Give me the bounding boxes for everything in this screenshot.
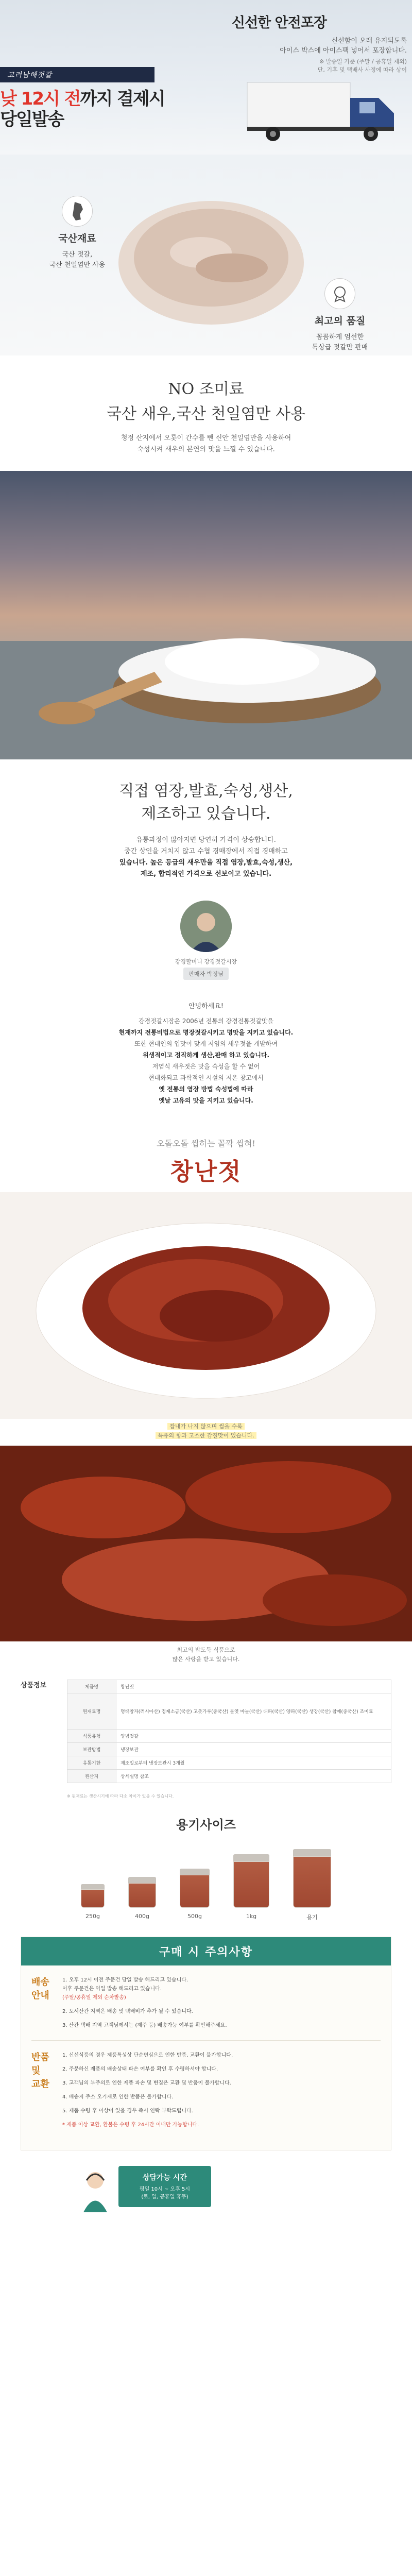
ingredient-korean	[31, 196, 124, 270]
precautions-section	[21, 1937, 391, 2150]
hero-headline-line2: 당일발송	[0, 109, 64, 130]
hero-note-line2: 단, 기후 및 택배사 사정에 따라 상이	[317, 66, 407, 73]
seller-label: 강경할머니 강경젓갈시장	[175, 958, 237, 965]
hero-note	[288, 58, 407, 74]
hero-section	[0, 0, 412, 155]
ingredients-section	[0, 155, 412, 355]
product-title-section	[0, 1122, 412, 1192]
shrimp-photo	[113, 175, 309, 330]
brand-banner: 고려남해젓갈	[0, 67, 154, 82]
product-info-section	[0, 1674, 412, 1793]
jar-container	[293, 1849, 331, 1908]
container-sizes-title: 용기사이즈	[176, 1818, 236, 1832]
table-row: 원산지 상세설명 참조	[67, 1770, 391, 1783]
return-key: 반품 및 교환	[31, 2052, 49, 2090]
medal-icon	[324, 278, 355, 309]
jar-label: 500g	[187, 1913, 202, 1920]
product-info-note: ※ 원재료는 생산시기에 따라 다소 차이가 있을 수 있습니다.	[67, 1794, 174, 1799]
consultation-hours-button[interactable]	[118, 2166, 211, 2207]
direct-production-section	[0, 759, 412, 885]
hero-sub-line2: 아이스 박스에 아이스팩 넣어서 포장합니다.	[280, 47, 407, 55]
no-msg-desc: 청정 산지에서 오롯이 간수를 뺀 신안 천일염만을 사용하여 숙성시켜 새우의 본연의 맛을 느낄 수 있습니다.	[121, 434, 291, 453]
hero-sub-line1: 신선함이 오래 유지되도록	[331, 37, 407, 45]
product-info-table	[67, 1680, 391, 1783]
ingredient-a-desc: 국산 젓갈, 국산 천일염만 사용	[49, 251, 106, 269]
product-subtitle: 오돌오돌 씹히는 꼴깍 씹혀!	[157, 1139, 255, 1148]
ingredient-a-title: 국산재료	[58, 233, 96, 244]
hero-note-line1: ※ 발송일 기준 (주말 / 공휴일 제외)	[319, 58, 407, 65]
hero-title: 신선한 안전포장	[232, 15, 327, 31]
footer-section	[0, 2150, 412, 2223]
ingredient-quality	[288, 278, 391, 353]
table-row: 제품명 창난젓	[67, 1680, 391, 1693]
hero-sub	[258, 36, 407, 56]
table-row: 식품유형 양념젓갈	[67, 1730, 391, 1743]
seller-card	[170, 901, 242, 980]
seller-avatar	[180, 901, 232, 952]
consultation-hours: 평일 10시 ~ 오후 5시 (토, 일, 공휴일 휴무)	[139, 2187, 191, 2200]
precautions-title: 구매 시 주의사항	[21, 1937, 391, 1965]
container-sizes-section	[0, 1809, 412, 1937]
no-msg-title: NO 조미료	[168, 380, 244, 398]
seller-greeting-section	[0, 885, 412, 1122]
greeting-hello: 안녕하세요!	[188, 1003, 224, 1010]
table-row: 원재료명 명태창자(러시아산) 정제소금(국산) 고춧가루(중국산) 물엿 마늘(국산) 대파(국산) 양파(국산) 생강(국산) 참깨(중국산) 조미료	[67, 1693, 391, 1730]
jar-500g	[180, 1869, 210, 1908]
changran-closeup-illustration	[0, 1446, 412, 1641]
hero-headline-rest: 까지 결제시	[80, 89, 165, 109]
product-caption-2: 최고의 밥도둑 식품으로 많은 사랑을 받고 있습니다.	[172, 1647, 240, 1663]
salt-bowl-illustration	[0, 471, 412, 759]
ingredient-b-desc: 꼼꼼하게 엄선한 특상급 젓갈만 판매	[312, 333, 368, 351]
direct-desc: 유통과정이 많아지면 당연히 가격이 상승합니다. 중간 상인을 거치지 않고 수협 경매장에서 직접 경매하고 있습니다. 높은 등급의 새우만을 직접 염장,발효,숙성,생산, 제조, 합리적인 가격으로 선보이고 있습니다.	[119, 836, 293, 878]
product-info-label: 상품정보	[21, 1682, 47, 1689]
no-msg-section	[0, 355, 412, 461]
korea-map-icon	[62, 196, 93, 227]
changran-plate-illustration	[0, 1192, 412, 1419]
jar-400g	[128, 1877, 156, 1908]
jar-label: 400g	[135, 1913, 149, 1920]
product-photo-plate	[0, 1192, 412, 1419]
jar-250g	[81, 1884, 105, 1908]
jar-label: 용기	[306, 1914, 318, 1921]
return-info	[21, 2041, 391, 2140]
jar-1kg	[233, 1854, 269, 1908]
delivery-key: 배송 안내	[31, 1977, 49, 2001]
hero-headline	[0, 89, 165, 130]
seller-name-badge: 판매자 박정님	[183, 968, 228, 980]
sea-salt-photo	[0, 471, 412, 759]
delivery-truck-icon	[242, 77, 407, 144]
jar-label: 1kg	[246, 1913, 257, 1920]
no-msg-subtitle: 국산 새우,국산 천일염만 사용	[107, 405, 305, 423]
jar-labels	[0, 1913, 412, 1921]
delivery-list: 1. 오후 12시 이전 주문건 당일 발송 해드리고 있습니다. 이후 주문건은 익일 발송 해드리고 있습니다. (주말/공휴일 제외 순차발송) 2. 도서산간 지역은 배송 및 택배비가 추가 될 수 있습니다. 3. 산간 택배 지역 고객님께서는 (제주 등) 배송가능 여부를 확인해주세요.	[62, 1977, 227, 2028]
ingredient-b-title: 최고의 품질	[314, 315, 366, 327]
table-row: 유통기한 제조일로부터 냉장보관시 3개월	[67, 1756, 391, 1770]
direct-title: 직접 염장,발효,숙성,생산, 제조하고 있습니다.	[119, 782, 293, 823]
jar-label: 250g	[85, 1913, 100, 1920]
jar-row	[0, 1846, 412, 1908]
table-row: 보관방법 냉장보관	[67, 1743, 391, 1756]
consultation-title: 상담가능 시간	[142, 2174, 187, 2182]
return-list: 1. 신선식품의 경우 제품특성상 단순변심으로 인한 반품, 교환이 불가합니다. 2. 주문하신 제품의 배송상태 파손 여부를 확인 후 수령하셔야 합니다. 3. 고객님의 부주의로 인한 제품 파손 및 변질은 교환 및 반품이 불가합니다. 4. 배송지 주소 오기재로 인한 반품은 불가합니다. 5. 제품 수령 후 이상이 있을 경우 즉시 연락 부탁드립니다. * 제품 이상 교환, 환불은 수령 후 24시간 이내만 가능합니다.	[62, 2053, 233, 2128]
product-name: 창난젓	[170, 1158, 242, 1185]
product-photo-closeup	[0, 1446, 412, 1641]
customer-service-icon	[77, 2166, 113, 2212]
hero-headline-time: 낮 12시 전	[0, 89, 80, 109]
product-caption-1: 잡내가 나지 않으며 씹을 수록 특유의 향과 고소한 감칠맛이 있습니다.	[0, 1419, 412, 1446]
greeting-text: 강경젓갈시장은 2006년 전통의 강경전통젓갈맛을 현재까지 전통비법으로 명장젓갈시키고 명맛을 지키고 있습니다. 또한 현대인의 입맛이 맞게 저염의 새우젓을 개발하여 위생적이고 정직하게 생산,판매 하고 있습니다. 저염식 새우젓은 맛을 숙성을 할 수 없어 현대화되고 과학적인 시설의 저온 창고에서 옛 전통의 염장 방법 숙성법에 따라 옛날 고유의 맛을 지키고 있습니다.	[118, 1018, 294, 1104]
delivery-info	[21, 1965, 391, 2040]
